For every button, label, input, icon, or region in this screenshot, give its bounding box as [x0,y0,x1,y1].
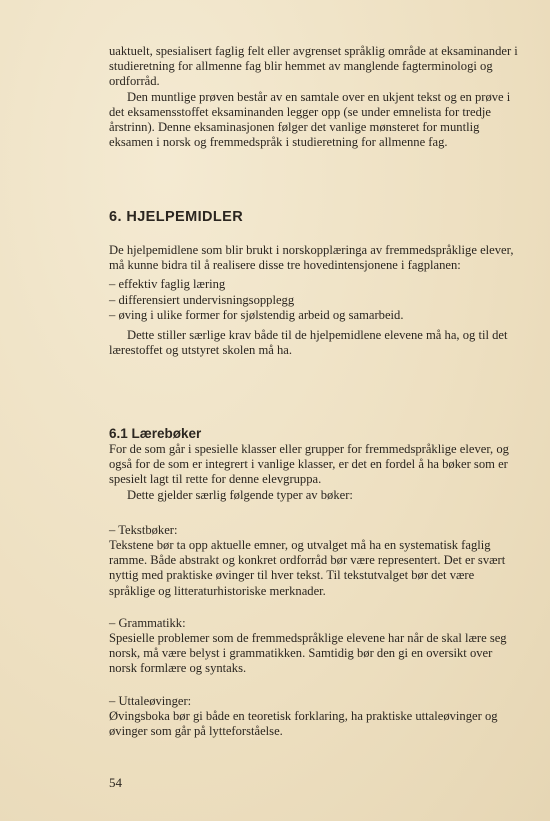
intentions-list [109,277,521,323]
book-type-title: – Grammatikk: [109,615,186,630]
book-type-body: Tekstene bør ta opp aktuelle emner, og utvalget må ha en systematisk faglig ramme. Både abstrakt og konkret ordforråd bør være representert. Det er svært nyttig med praktiske øvinger til hver tekst. Til tekstutvalget bør det være språklige og litteraturhistoriske merknader. [109,538,506,598]
intro-block [109,44,521,150]
section-6-heading: 6. HJELPEMIDLER [109,209,244,225]
section-6-1-heading: 6.1 Lærebøker [109,426,202,441]
list-item: – øving i ulike former for sjølstendig arbeid og samarbeid. [109,307,404,322]
section-6-body [109,243,521,358]
list-item: – effektiv faglig læring [109,277,226,292]
section-6-1-body [109,442,521,739]
book-type-grammar [109,616,521,677]
intro-paragraph-2: Den muntlige prøven består av en samtale over en ukjent tekst og en prøve i det eksamensstoffet eksaminanden legger opp (se under emnelista for tredje årstrinn). Denne eksaminasjonen følger det vanlige mønsteret for muntlig eksamen i norsk og fremmedspråk i studieretning for allmenne fag. [109,89,511,150]
section-6-1-intro: For de som går i spesielle klasser eller grupper for fremmedspråklige elever, og også for de som er integrert i vanlige klasser, er det en fordel å ha bøker som er spesielt lagt til rette for denne elevgruppa. [109,442,509,487]
book-type-textbooks [109,523,521,599]
section-6-intro: De hjelpemidlene som blir brukt i norskopplæringa av fremmedspråklige elever, må kunne bidra til å realisere disse tre hovedintensjonene i fagplanen: [109,243,514,273]
list-item: – differensiert undervisningsopplegg [109,292,295,307]
section-6 [109,209,521,225]
section-6-outro: Dette stiller særlige krav både til de hjelpemidlene elevene må ha, og til det lærestoffet og utstyret skolen må ha. [109,328,508,358]
book-type-body: Spesielle problemer som de fremmedspråklige elevene har når de skal lære seg norsk, må være belyst i grammatikken. Samtidig bør den gi en oversikt over norsk formlære og syntaks. [109,631,507,676]
section-6-1 [109,426,521,441]
book-type-title: – Uttaleøvinger: [109,693,192,708]
book-type-body: Øvingsboka bør gi både en teoretisk forklaring, ha praktiske uttaleøvinger og øvinger som går på lytteforståelse. [109,708,498,739]
book-type-title: – Tekstbøker: [109,522,178,537]
intro-paragraph-1: uaktuelt, spesialisert faglig felt eller avgrenset språklig område at eksaminander i studieretning for allmenne fag blir hemmet av manglende fagterminologi og ordforråd. [109,44,518,89]
section-6-1-intro-2: Dette gjelder særlig følgende typer av bøker: [127,487,353,502]
book-type-pronunciation [109,694,521,740]
page-number: 54 [109,775,122,790]
